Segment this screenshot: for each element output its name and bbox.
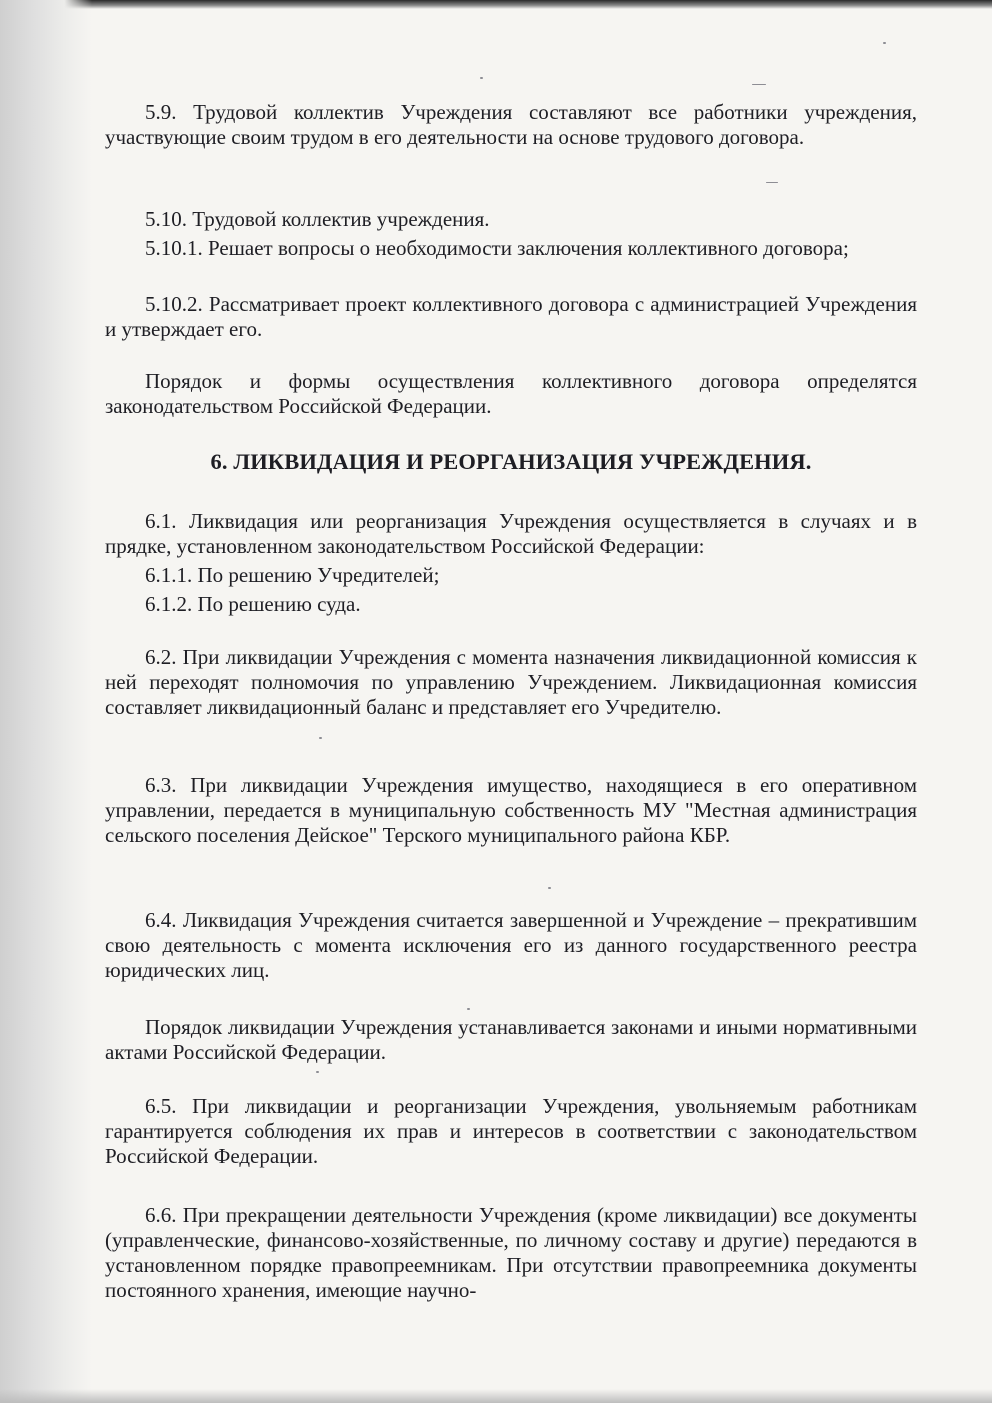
section-6-heading: 6. ЛИКВИДАЦИЯ И РЕОРГАНИЗАЦИЯ УЧРЕЖДЕНИЯ. — [210, 449, 812, 474]
paragraph-liquidation-order: Порядок ликвидации Учреждения устанавливается законами и иными нормативными актами Российской Федерации. — [105, 1015, 917, 1064]
scan-speck — [548, 887, 551, 889]
scan-speck — [480, 77, 483, 79]
paragraph-6-1: 6.1. Ликвидация или реорганизация Учреждения осуществляется в случаях и в прядке, установленном законодательством Российской Федерации: — [105, 509, 917, 558]
paragraph-6-4: 6.4. Ликвидация Учреждения считается завершенной и Учреждение – прекратившим свою деятельность с момента исключения его из данного государственного реестра юридических лиц. — [105, 908, 917, 982]
paragraph-6-6: 6.6. При прекращении деятельности Учреждения (кроме ликвидации) все документы (управленческие, финансово-хозяйственные, по личному составу и другие) передаются в установленном порядке правопреемникам. При отсутствии правопреемника документы постоянного хранения, имеющие научно- — [105, 1203, 917, 1302]
paragraph-6-2: 6.2. При ликвидации Учреждения с момента назначения ликвидационной комиссия к ней переходят полномочия по управлению Учреждением. Ликвидационная комиссия составляет ликвидационный баланс и представляет его Учредителю. — [105, 645, 917, 719]
paragraph-5-10-2: 5.10.2. Рассматривает проект коллективного договора с администрацией Учреждения и утверждает его. — [105, 292, 917, 341]
scan-speck — [316, 1071, 319, 1073]
scan-speck — [766, 182, 778, 183]
scan-speck — [467, 1008, 470, 1010]
paragraph-5-10: 5.10. Трудовой коллектив учреждения. — [145, 207, 490, 231]
paragraph-6-3: 6.3. При ликвидации Учреждения имущество, находящиеся в его оперативном управлении, передается в муниципальную собственность МУ "Местная администрация сельского поселения Дейское" Терского муниципального района КБР. — [105, 773, 917, 847]
scan-bottom-edge — [0, 1389, 992, 1403]
paragraph-6-1-2: 6.1.2. По решению суда. — [145, 592, 361, 616]
scan-top-edge — [0, 0, 992, 9]
scan-speck — [752, 84, 766, 85]
paragraph-6-1-1: 6.1.1. По решению Учредителей; — [145, 563, 440, 587]
paragraph-5-10-1: 5.10.1. Решает вопросы о необходимости заключения коллективного договора; — [145, 236, 849, 260]
paragraph-5-9: 5.9. Трудовой коллектив Учреждения составляют все работники учреждения, участвующие своим трудом в его деятельности на основе трудового договора. — [105, 100, 917, 149]
paragraph-collective-agreement-order: Порядок и формы осуществления коллективного договора определятся законодательством Российской Федерации. — [105, 369, 917, 418]
scan-binding-shadow — [0, 0, 92, 1403]
scan-speck — [883, 42, 886, 44]
scan-speck — [319, 737, 322, 739]
paragraph-6-5: 6.5. При ликвидации и реорганизации Учреждения, увольняемым работникам гарантируется соблюдения их прав и интересов в соответствии с законодательством Российской Федерации. — [105, 1094, 917, 1168]
